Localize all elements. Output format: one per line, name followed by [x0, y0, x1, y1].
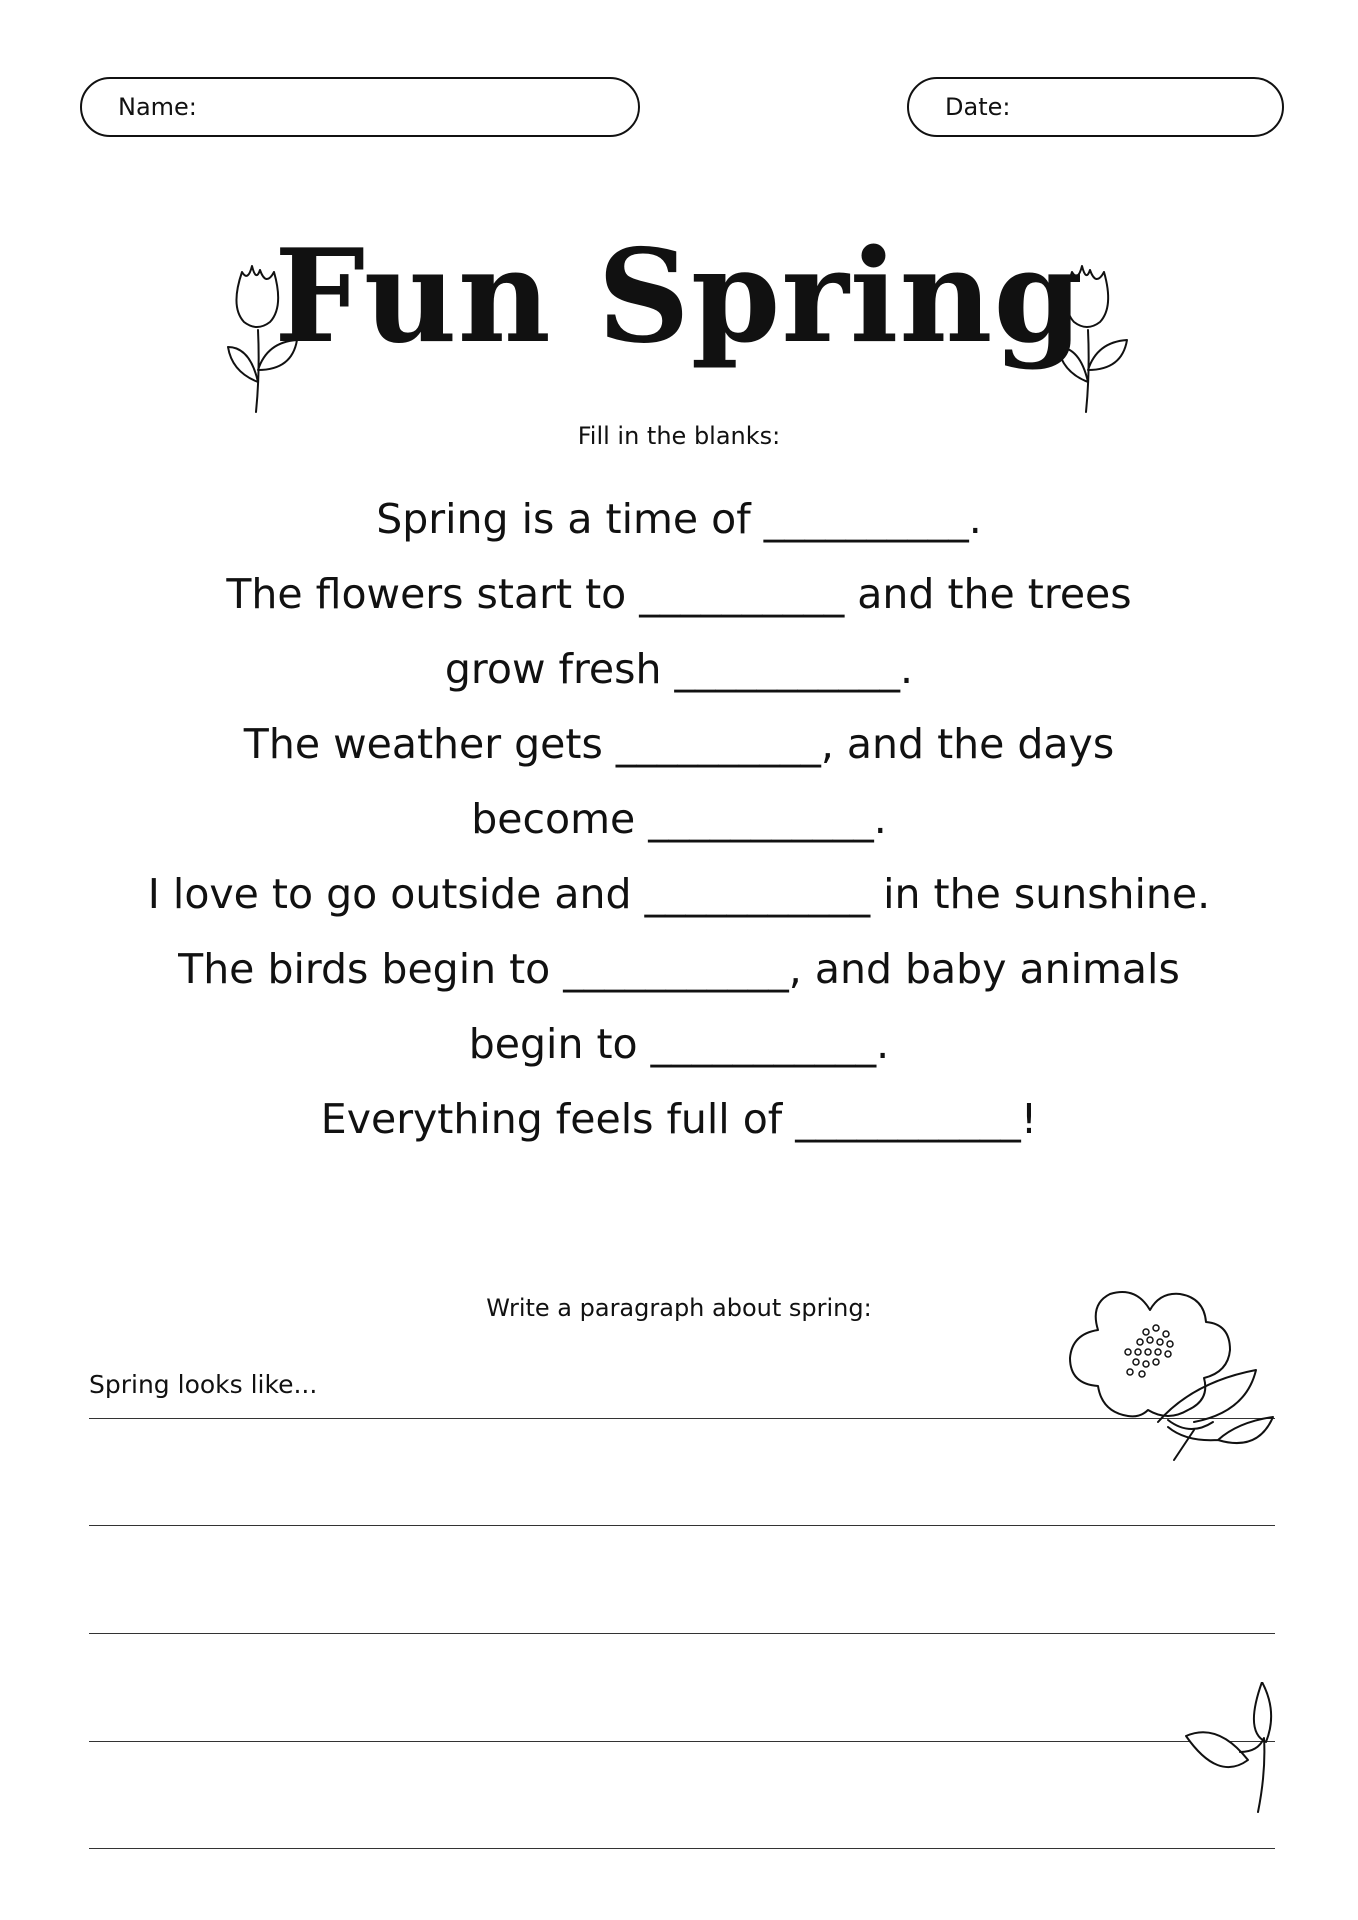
fill-instruction: Fill in the blanks:	[577, 422, 781, 450]
writing-line[interactable]	[89, 1633, 1275, 1634]
writing-line[interactable]	[89, 1848, 1275, 1849]
sentence-line: become ___________.	[471, 795, 887, 843]
writing-line[interactable]	[89, 1525, 1275, 1526]
sentence-line: The flowers start to __________ and the trees	[226, 570, 1132, 618]
name-label: Name:	[118, 93, 197, 121]
sentence-line: The birds begin to ___________, and baby animals	[178, 945, 1180, 993]
sentence-line: The weather gets __________, and the days	[243, 720, 1115, 768]
sentence-line: I love to go outside and ___________ in the sunshine.	[147, 870, 1211, 918]
writing-line[interactable]	[89, 1741, 1275, 1742]
sentence-line: Everything feels full of ___________!	[320, 1095, 1038, 1143]
name-field[interactable]	[80, 77, 640, 137]
sentence-line: Spring is a time of __________.	[376, 495, 982, 543]
sentence-line: begin to ___________.	[468, 1020, 890, 1068]
paragraph-prompt: Spring looks like...	[89, 1370, 318, 1399]
page-title: Fun Spring	[274, 222, 1084, 372]
sentence-line: grow fresh ___________.	[444, 645, 914, 693]
leaf-icon	[1178, 1682, 1298, 1822]
sentence-list	[40, 482, 1318, 1157]
date-label: Date:	[945, 93, 1011, 121]
flower-icon	[1018, 1272, 1283, 1472]
date-field[interactable]	[907, 77, 1284, 137]
paragraph-instruction: Write a paragraph about spring:	[486, 1294, 872, 1322]
